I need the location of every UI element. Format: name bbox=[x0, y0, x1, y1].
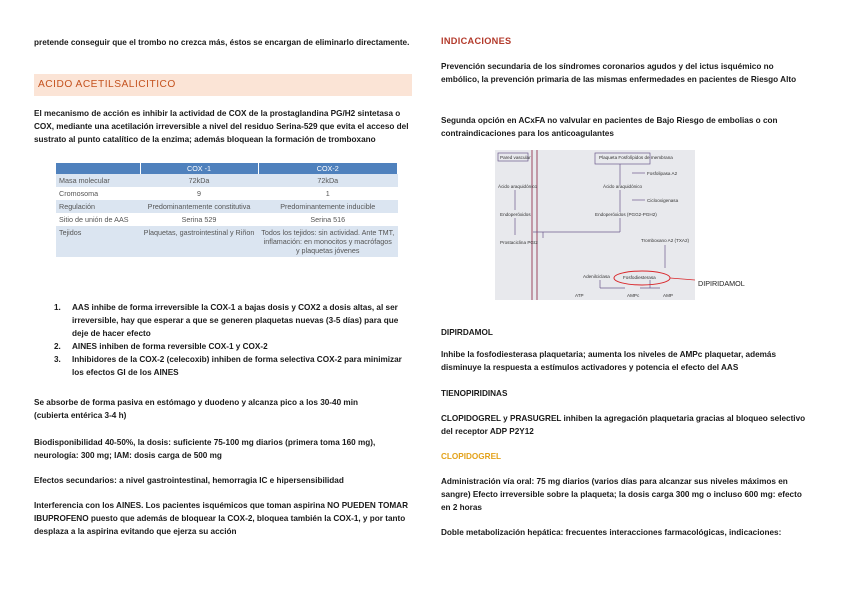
pathway-svg bbox=[495, 150, 695, 300]
table-header-cell bbox=[56, 163, 140, 174]
table-cell: Predominantemente inducible bbox=[258, 200, 398, 213]
table-cell: 72kDa bbox=[140, 174, 258, 187]
table-cell: Serina 516 bbox=[258, 213, 398, 226]
list-item-text: AAS inhibe de forma irreversible la COX-1 a bajas dosis y COX2 a dosis altas, al ser irreversible, hay que esperar a que se generen plaquetas nuevas (3-5 días) para que deje de hacer efecto bbox=[72, 303, 399, 338]
dipiridamol-heading: DIPIRDAMOL bbox=[441, 328, 493, 337]
table-header-row bbox=[56, 163, 398, 174]
table-cell: 72kDa bbox=[258, 174, 398, 187]
tienopiridinas-heading: TIENOPIRIDINAS bbox=[441, 389, 508, 398]
label-plaqueta: Plaqueta Fosfolípidos de membrana bbox=[599, 155, 673, 160]
label-ac-araq-right: Ácido araquidónico bbox=[603, 184, 643, 189]
label-prostaciclina: Prostaciclina PGI2 bbox=[500, 240, 538, 245]
table-cell: Masa molecular bbox=[56, 174, 140, 187]
list-number: 3. bbox=[54, 355, 61, 364]
table-cell: Predominantemente constitutiva bbox=[140, 200, 258, 213]
label-amp: AMP bbox=[663, 293, 673, 298]
side-effects-paragraph: Efectos secundarios: a nivel gastrointestinal, hemorragia IC e hipersensibilidad bbox=[34, 476, 344, 485]
dipiridamol-paragraph: Inhibe la fosfodiesterasa plaquetaria; aumenta los niveles de AMPc plaquetar, además disminuye la respuesta a estímulos activadores y potencia el efecto del AAS bbox=[441, 350, 777, 372]
table-cell: Tejidos bbox=[56, 226, 140, 257]
absorption-paragraph: Se absorbe de forma pasiva en estómago y duodeno y alcanza pico a los 30-40 min (cubierta entérica 3-4 h) bbox=[34, 398, 358, 420]
intro-paragraph: pretende conseguir que el trombo no crezca más, éstos se encargan de eliminarlo directamente. bbox=[34, 38, 410, 47]
tienopiridinas-paragraph: CLOPIDOGREL y PRASUGREL inhiben la agregación plaquetaria gracias al bloqueo selectivo del receptor ADP P2Y12 bbox=[441, 414, 806, 436]
indications-paragraph: Prevención secundaria de los síndromes coronarios agudos y del ictus isquémico no embólico, la prevención primaria de las mismas enfermedades en pacientes de Riesgo Alto bbox=[441, 62, 797, 84]
label-ampc: AMPc bbox=[627, 293, 640, 298]
table-cell: Sitio de unión de AAS bbox=[56, 213, 140, 226]
table-cell: 1 bbox=[258, 187, 398, 200]
cox-inhibition-list bbox=[54, 301, 402, 379]
list-number: 1. bbox=[54, 303, 61, 312]
mechanism-paragraph: El mecanismo de acción es inhibir la actividad de COX de la prostaglandina PG/H2 sintetasa o COX, mediante una acetilación irreversible a nivel del residuo Serina-529 que evita el acceso del sustrato al punto catalítico de la enzima; además bloquean la formación de tromboxano bbox=[34, 109, 409, 144]
clopidogrel-heading: CLOPIDOGREL bbox=[441, 452, 502, 461]
label-endo-right: Endoperóxidos (PGG2-PGH2) bbox=[595, 212, 657, 217]
label-fosfolipasa: Fosfolipasa A2 bbox=[647, 171, 678, 176]
clopidogrel-admin-paragraph: Administración vía oral: 75 mg diarios (varios días para alcanzar sus niveles máximos en sangre) Efecto irreversible sobre la plaqueta; la dosis carga 300 mg o incluso 600 mg: efecto en 2 horas bbox=[441, 477, 802, 512]
table-header-cell: COX-2 bbox=[258, 163, 398, 174]
list-number: 2. bbox=[54, 342, 61, 351]
table-cell: 9 bbox=[140, 187, 258, 200]
section-title: ACIDO ACETILSALICITICO bbox=[38, 79, 176, 90]
table-row bbox=[56, 187, 398, 200]
table-cell: Cromosoma bbox=[56, 187, 140, 200]
label-tromboxano: Tromboxano A2 (TXA2) bbox=[641, 238, 690, 243]
cox-comparison-table bbox=[56, 163, 398, 257]
bioavailability-paragraph: Biodisponibilidad 40-50%, la dosis: suficiente 75-100 mg diarios (primera toma 160 mg), neurología: 300 mg; IAM: dosis carga de 500 mg bbox=[34, 438, 376, 460]
label-pared: Pared vascular bbox=[500, 155, 531, 160]
second-option-paragraph: Segunda opción en ACxFA no valvular en pacientes de Bajo Riesgo de embolias o con contraindicaciones para los anticoagulantes bbox=[441, 116, 778, 138]
table-row bbox=[56, 226, 398, 257]
clopidogrel-metab-paragraph: Doble metabolización hepática: frecuentes interacciones farmacológicas, indicaciones: bbox=[441, 528, 782, 537]
list-item-text: AINES inhiben de forma reversible COX-1 y COX-2 bbox=[72, 342, 268, 351]
table-cell: Todos los tejidos: sin actividad. Ante TMT, inflamación: en monocitos y macrófagos y plaquetas jóvenes bbox=[258, 226, 398, 257]
table-cell: Serina 529 bbox=[140, 213, 258, 226]
section-header-aas bbox=[34, 74, 412, 96]
table-row bbox=[56, 200, 398, 213]
label-ciclo: Ciclooxigenasa bbox=[647, 198, 679, 203]
platelet-pathway-diagram bbox=[495, 150, 695, 300]
indications-heading: INDICACIONES bbox=[441, 36, 512, 46]
dipiridamol-diagram-label: DIPIRIDAMOL bbox=[698, 279, 745, 288]
list-item-text: Inhibidores de la COX-2 (celecoxib) inhiben de forma selectiva COX-2 para minimizar los efectos GI de los AINES bbox=[72, 355, 402, 377]
table-cell: Regulación bbox=[56, 200, 140, 213]
table-row bbox=[56, 213, 398, 226]
interference-paragraph: Interferencia con los AINES. Los pacientes isquémicos que toman aspirina NO PUEDEN TOMAR IBUPROFENO puesto que además de bloquear la COX-2, bloquea también la COX-1, y por tanto desplaza a la aspirina evitando que ejerza su acción bbox=[34, 501, 408, 536]
label-endo-left: Endoperóxidos bbox=[500, 212, 531, 217]
label-fosfodiesterasa: Fosfodiesterasa bbox=[623, 275, 656, 280]
table-header-cell: COX -1 bbox=[140, 163, 258, 174]
table-cell: Plaquetas, gastrointestinal y Riñon bbox=[140, 226, 258, 257]
list-item bbox=[54, 340, 402, 353]
label-ac-araq-left: Ácido araquidónico bbox=[498, 184, 538, 189]
list-item bbox=[54, 301, 402, 340]
list-item bbox=[54, 353, 402, 379]
table-row bbox=[56, 174, 398, 187]
label-adenilciclasa: Adenilciclasa bbox=[583, 274, 610, 279]
label-atp: ATP bbox=[575, 293, 584, 298]
